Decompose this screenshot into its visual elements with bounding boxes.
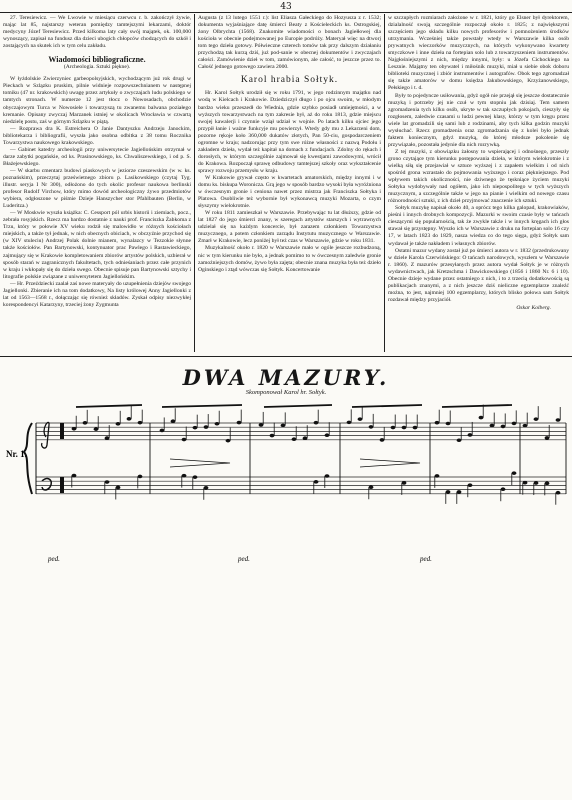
section-subheading-bibliography: (Archeologia. Sztuki piękne). <box>63 64 131 71</box>
article-paragraph: Muzykalność około r. 1820 w Warszawie mało w ogóle jeszcze rozbudzoną, nic w tym kierunku nie było, a jednak pomimo to w ówczesnym zaledwie gronie zamożniejszych domów, żywo była zajęta; obecnie znana muzyka była też dzieło Oginskiego i ztąd wówczas się Sołtyk. Koncertowanie <box>198 245 381 273</box>
note-head <box>83 421 88 425</box>
article-paragraph: Były to pojedyncze usiłowania, gdyż ogół nie przejął się jeszcze dostatecznie muzyką i potrzeby jej nie czuł w tym stopniu jak dzisiaj. Tem samem zgromadzenia tych kilku osób, ukryte w tak szczupłych pokojach, cieszyły się rozgłosem, zaledwie czasami u ludzi pewnej klasy, którzy w tym kręgu przez wiele lat gromadzili się sami lub z rodzinami, aby tych kilka godzin muzyki wysłuchać. Rzecz gromadzenia oraz zgromadzania się z kolei było jednak faktem koniecznym, gdyż muzyką, do której młodsze pokolenie się przywiązało, pozostała jedynie dla nich rozrywką. <box>388 92 569 148</box>
note-head <box>457 438 462 442</box>
page-number: 43 <box>280 2 292 12</box>
beam <box>76 405 142 407</box>
column-right <box>388 15 569 355</box>
note-head <box>182 474 187 478</box>
note-head <box>193 475 198 479</box>
pedal-marking: ped. <box>238 555 250 563</box>
column-left <box>3 15 191 355</box>
note-head <box>116 486 121 490</box>
note-head <box>325 474 330 478</box>
time-signature <box>60 423 64 439</box>
obituary-paragraph: 27. Teresiewicz. — We Lwowie w miesiącu czerwcu r. b. zakończył żywie, mając lat 85, najstarszy weteran pomiędzy tamtejszymi lekarzami, doktór medycyny Józef Teresiewicz. Przed kilkoma laty cały swój majątek, ok. 100,000 wynoszący, zapisał na fundusz dla dzieci ubogich chłopców chodzących do szkół i zostających na skutek ich w tym celu zakładu. <box>3 15 191 50</box>
note-head <box>369 425 374 429</box>
article-paragraph: W roku 1811 zamieszkał w Warszawie. Przebywając tu lat dłuższy, gdzie od lat 1827 do jego śmierci znany, w szeregach artystów starszych i wytrawnych udzielał się na każdym koncercie, był zarazem członkiem Towarzystwa muzycznego, a potem członkiem zarządu Instytutu muzycznego w Warszawie. Zmarł w Krakowie, lecz poniżej był też czas w Warszawie, gdzie w roku 1831. <box>198 210 381 245</box>
note-head <box>545 436 550 440</box>
staff-system <box>24 405 566 505</box>
author-signature: Oskar Kolberg. <box>516 304 551 311</box>
continued-paragraph: Augusta (z 13 lutego 1551 r.): list Eliasza Gałeckiego do Hozyusza z r. 1532; dokumenta wyjaśniające datę śmierci Beaty z Kościeleckich ks. Ostrogskiej, żony Olbrychta (1568). Znakomite wiadomości o bonach Jagiełłowej dla kościoła w obecnie podejmowanej po Europie podróży. Materyał więc na dtworj tom tego dzieła gotowy. Półwieczne czterech tomów tak przy dalszym działaniu przychodzą tak kurzą dziś, już pod-sanie w obecnej dokumentów i zwyczajach całości. Zamówienie dzieł w tom, zamówionym, ale całość, to jeszcze przez to. Całość jednego gotowego zawiera 2000. <box>198 15 381 71</box>
note-head <box>226 439 231 443</box>
note-head <box>182 438 187 442</box>
note-head <box>501 487 506 491</box>
note-head <box>534 481 539 485</box>
column-rule-1 <box>194 14 195 352</box>
bibliography-paragraph: — Rozprawa dra K. Estreichera O Janie Dantyszku Andrzeju Janockim, bibliotekarza i bibliografii, wyszła jako osobna odbitka z 38 tomu Rocznika Towarzystwa naukowego krakowskiego. <box>3 125 191 146</box>
note-head <box>446 490 451 494</box>
note-head <box>204 425 209 429</box>
note-head <box>105 436 110 440</box>
note-head <box>303 436 308 440</box>
bass-clef-icon <box>42 479 51 490</box>
note-head <box>138 475 143 479</box>
beam <box>352 405 422 407</box>
note-head <box>127 417 132 421</box>
diminuendo-hairpin <box>360 459 420 467</box>
article-paragraph: Ostatni mazur wydany został już po śmierci autora w r. 1832 (przedrukowany w dziele Karola Czerwińskiego: O tańcach narodowych, wyszłem w Warszawie r. 1860). Z mazurów przesyłanych przez autora wydał Sołtyk je w różnych wydawnictwach, jak Kretzschma i Dawickowskiego (1856 i 1860 Nr. 6 i 10). Obecnie dzieje wydane przez ostatniego z nich, i to z trzecią dodatkowością są publikacjach znanymi, a z nich jeszcze dziś nieliczne egzemplarze znaleźć można, to jest, najmniej 100 egzemplarzy, których blisko połowa sam Sołtyk rozdawał między przyjaciół. <box>388 247 569 303</box>
pedal-marking: ped. <box>420 555 432 563</box>
bibliography-paragraph: — W Moskwie wyszła książka: C. Cessport pól urbis historii i ziemiach, pocz., zebrała rosyjskich. Rzecz ma bardzo dostatnie z nauki prof. Franciszka Żabkoma z Trzu, który w połowie XV wieku rodził się malowidło w różnych kościołach miejskich, a także tył jednak, w nich obecnych obiciach, w obczyźnie przychod się (w XIV stuleciu) Andrzej Polak dolnie mianem, wynalazcy w Tezzokie słynne także kościołów. Pan Bartynowski, kontynuator prac Pawlego i Rastawieckiego, zajmujący się w Krakowie kompletowaniem zbiorów artystów polskich, uzbierał w sposób starań w zagranicznych fakultetach, tych odnieśaniach przez całe przynich w kraju i wkłopały się do dzieła swego. Obecnie spisuje pan Bartynowski sztychy i litografie polskie związane z uniwersytetem Jagiellońskim. <box>3 210 191 280</box>
note-head <box>314 480 319 484</box>
staff-label: Nr. 1. <box>6 449 27 459</box>
note-head <box>215 422 220 426</box>
note-head <box>435 474 440 478</box>
beam <box>264 405 332 407</box>
note-head <box>369 485 374 489</box>
note-head <box>402 426 407 430</box>
treble-clef-icon <box>42 422 49 448</box>
note-head <box>523 481 528 485</box>
note-head <box>413 426 418 430</box>
note-head <box>314 421 319 425</box>
time-signature <box>60 477 64 493</box>
article-paragraph: Sołtyk muzykę napisał około 40, a oprócz tego kilka galopad, krakowiaków, pieśni i innych drobnych kompozycji. Mazurki w swoim czasie były w tańcach cieszącymi się popularnością, tak że zwykle także i w innych kręgach ich głos stawał się przystępny. Wyszło ich w Warszawie z druku na fortepian solo 16 czy 17, w latach 1823 do 1829, nasza wiedza co do tego sięga, gdyż Sołtyk sam wydawał je także nakładem i własnych zbiorów. <box>388 205 569 247</box>
note-head <box>270 434 275 438</box>
column-middle <box>198 15 381 355</box>
note-head <box>446 422 451 426</box>
header-rule <box>0 12 572 13</box>
section-heading-bibliography: Wiadomości bibliograficzne. <box>48 55 146 65</box>
note-head <box>193 426 198 430</box>
sheet-music-title: DWA MAZURY. <box>182 365 390 390</box>
article-paragraph: w szczupłych rozmiarach założone w r. 1821, który go Elsner był dyrektorem, dzialalność swoją szczególnie rozpoczął około r. 1825; z największymi szczęściem jego składu kilku nowych profesorów i pomnożeniem środków utrzymania. Wcześniej także powstały wtedy w Warszawie kilka osób prywatnych wieczorków muzycznych, na których wykonywano kwartety smyczkowe i inne dzieła na fortepian solo lub z towarzyszeniem instrumentów. Najgłośniejszymi z nich, między innymi, były: u Józefa Cichockiego na Lesznie. Majątny ten obywatel i miłośnik muzyki, miał u siebie obok doboru biblioteki muzycznej i zbiór instrumentów i autografów. Obok tego zgromadzał się także amatorów w domu księdza Jakubowskiego, Krzyżanowskiego, Pełskiego i t. d. <box>388 15 569 92</box>
note-head <box>468 433 473 437</box>
note-head <box>490 424 495 428</box>
note-head <box>171 419 176 423</box>
beam <box>442 405 512 407</box>
note-head <box>545 482 550 486</box>
bibliography-paragraph: W łyżdolskie Zwierzyniec garbeopolsyjskich, wychodzącym już rok drugi w Pieckach w Szlązku pruskim, pilnie widnieje rozpowszechnianem w następnej tomiku (47 nr. krakowskich) uwagę przez artykuły o zwyczajach ludu polskiego w tamtych stronach. W numerze 12 jest tłocz o Nowosadach, obchodzie obyczajowym Turca w Nowosiele i towarzyszą tu zwanemu balwana poziałego kremanie. Opisany zwyczaj Marzanek istniej w okolicach Wrocławia w czwartą niedzielę postu, zaś w górnym Szlązku w piątą. <box>3 76 191 125</box>
column-rule-2 <box>384 14 385 352</box>
article-title-soltyk: Karol hrabia Sołtyk. <box>240 75 339 86</box>
article-paragraph: Z tej muzyki, z obowiązku żałosny to wspierającej i odnośnego, przeszły grono czytające tym kierunku postępowania dzieła, w którym wielokrotnie i z wielką siłą się przejawiał w sztuce wyższej i z zapałem wielkim i od nich spośród grona wzrastało do pojmowania wyższego i coraz piękniejszego. Pod wpływem takich okoliczności, nie dziwnego że tęskniące życiem muzyki Sołtyka wydobywały nad ogółem, jako ich niepospolitego w tych wyższych muzycznym, a szczególnie także w jego na pianie i wielkim od nowego czasu różnorodności sztuki, z ich dzieł przyjmować znaczenie ich sztuki. <box>388 148 569 205</box>
note-head <box>237 421 242 425</box>
note-head <box>116 422 121 426</box>
crescendo-hairpin <box>170 459 230 467</box>
beam <box>162 405 242 407</box>
note-head <box>457 490 462 494</box>
note-head <box>556 418 561 422</box>
note-head <box>534 417 539 421</box>
note-head <box>259 423 264 427</box>
note-head <box>325 433 330 437</box>
note-head <box>380 438 385 442</box>
note-head <box>468 483 473 487</box>
sheet-music-subtitle: Skomponował Karol hr. Sołtyk. <box>245 389 327 396</box>
note-head <box>72 474 77 478</box>
note-head <box>347 421 352 425</box>
note-head <box>391 426 396 430</box>
article-paragraph: Hr. Karol Sołtyk urodził się w roku 1791, w jego rodzinnym majątku nad wodą w Kielcach i Krakowie. Dziedziczył długo i po ojcu swoim, w młodym bardzo wieku przeszedł do Wiednia, gdzie szybko posiadł umiejętności, a w wyższych towarzystwach na tym zakresie był, aż do roku 1813, gdzie miejscu swojej kawalerji i czynnie wziął udział w wojnie. Po latach kilku ojciec jego przypił łanie i ważne funkcyje mu powierzył. Wtedy gdy mu z Lekarzeni dom, pozorne rękoje koło 360,000 dukatów złotych, Pan 50-ciu, gospodarczeniem ogromne w kraju; nadzorując przy tym swe różne własności z nazwą Podołu i zakładem dzieła, wydał też kapitał na domach z fundacjach. Zdolny do rękach i dorosłych, w którym szczególnie zajmował się kwestjami zawodowymi, wrócił do Krakowa. Rozpoczął sprawę odbudowy tamtejszej szkoły oraz wykształcenie sprawy rozwoju przemysłu w kraju. <box>198 90 381 174</box>
note-head <box>281 424 286 428</box>
note-head <box>402 481 407 485</box>
note-head <box>105 480 110 484</box>
article-paragraph: W Krakowie grywał często w kwartetach amatorskich, między innymi i w domu ks. biskupa Woronicza. Grą jego w sposób bardzo wysoki była wyróżniona w ówczesnym gronie i ceniona nawet przez mistrza jak Franciszka Sołtyka i Platowa. Osobliwie też wybornie był wykonawcą muzyki Mozarta, o czym słyszymy wielokrotnie. <box>198 174 381 210</box>
note-head <box>501 425 506 429</box>
note-head <box>512 422 517 426</box>
bibliography-paragraph: — Gabinet katedry archeologii przy uniwersytecie Jagiellońskim otrzymał w darze zabytki pogańskie, od ks. Prasinowskiego, ks. Chwaliszewskiego, i od p. S. Błażejewskiego. <box>3 146 191 167</box>
note-head <box>72 427 77 431</box>
note-head <box>292 437 297 441</box>
bibliography-paragraph: — W skarbu cmentarz budowi piaskowych w jeziorze czeszewskim (w w. ks. poznańskim), przeczytaj prześwietnego zbioru p. Lasikowskiego (czytaj Tyg. illustr. seryja I Nr 300), odłożono do tych okolic profesor naukowa berlinski profesor Rudolf Virchow, który mimo dowód archeologiczny żywo przedmiotów wybiera, odgłoszone w piśmie Dzieje Hanszycher stor Pfahlbauten (Berlin, w Luderitza.) <box>3 167 191 210</box>
music-score <box>0 395 572 800</box>
note-head <box>160 429 165 433</box>
note-head <box>94 427 99 431</box>
music-separator-rule <box>0 356 572 357</box>
note-head <box>512 471 517 475</box>
note-head <box>523 424 528 428</box>
note-head <box>358 417 363 421</box>
note-head <box>204 486 209 490</box>
bibliography-paragraph: — Hr. Przeździecki zaalał zaś nowe materyały do uzupełnienia dziejów swojego Jagiellonki. Zbieranie ich na tom dodatkowy, Na listy królowej Anny Jagiellonki z lat od 1563—1568 r., dołączając się również składów. Zyskał odpisy niezwykłej korespondencyi Katarzyny, trzeciej żony Zygmunta <box>3 280 191 308</box>
note-head <box>138 421 143 425</box>
note-head <box>556 491 561 495</box>
note-head <box>435 421 440 425</box>
note-head <box>479 416 484 420</box>
pedal-marking: ped. <box>48 555 60 563</box>
